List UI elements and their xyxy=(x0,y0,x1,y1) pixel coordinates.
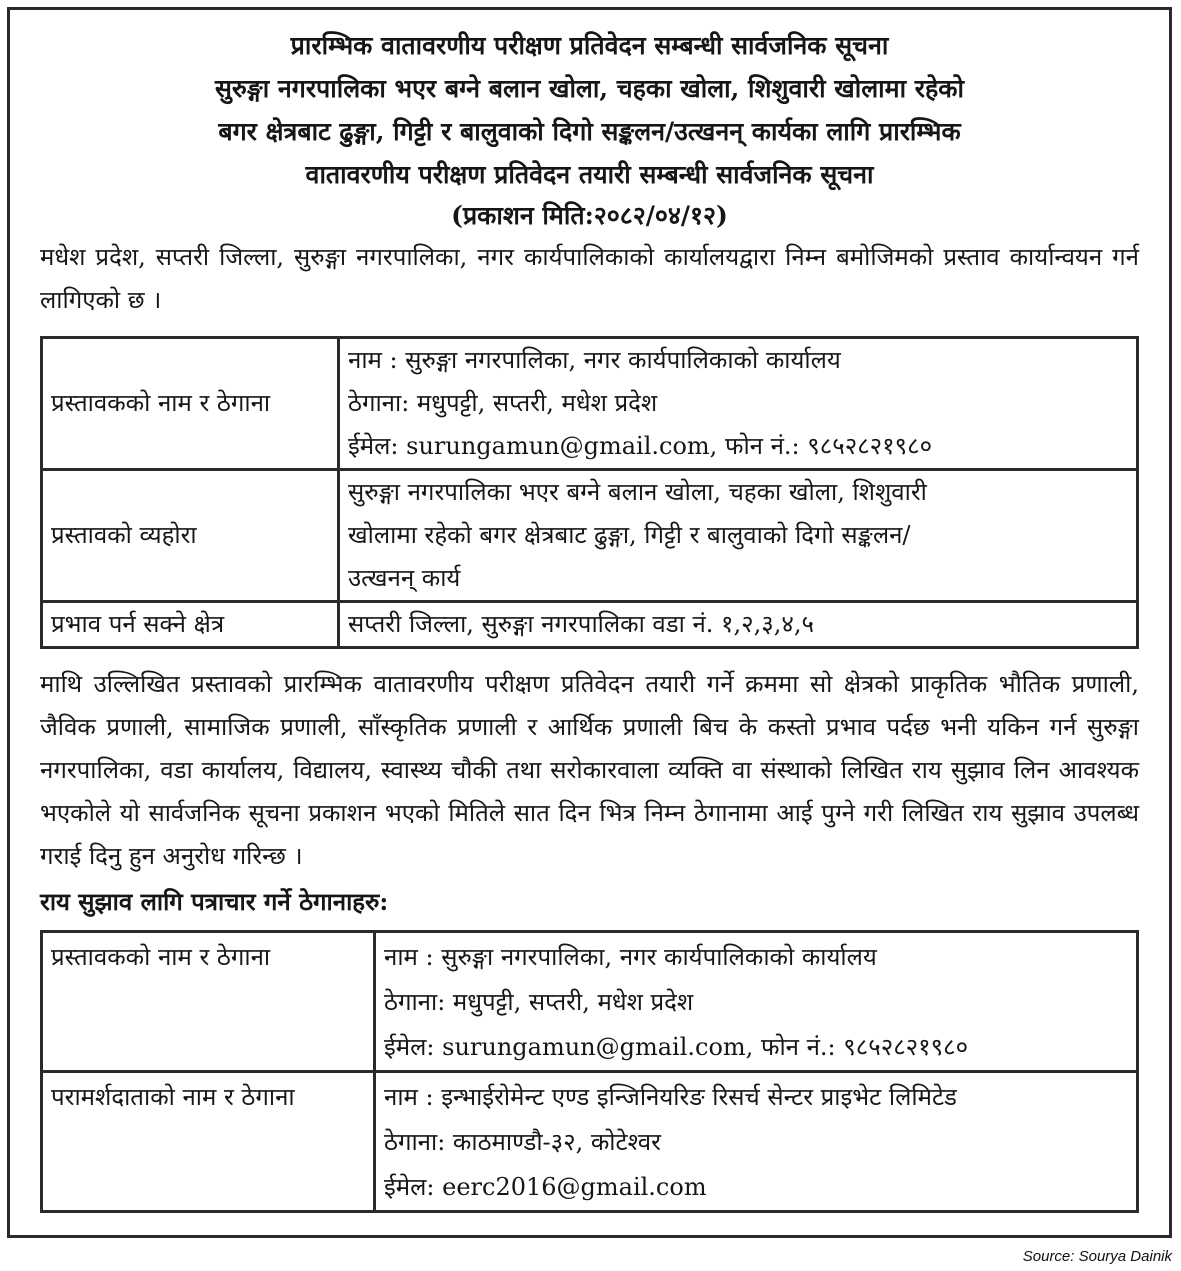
heading-line: बगर क्षेत्रबाट ढुङ्गा, गिट्टी र बालुवाको दिगो सङ्कलन/उत्खनन् कार्यका लागि प्रारम्भिक xyxy=(218,117,961,146)
row-value xyxy=(375,1072,1138,1212)
row-label: प्रभाव पर्न सक्ने क्षेत्र xyxy=(42,602,339,648)
value-line: उत्खनन् कार्य xyxy=(348,564,461,592)
heading-line: वातावरणीय परीक्षण प्रतिवेदन तयारी सम्बन्धी सार्वजनिक सूचना xyxy=(305,160,874,189)
row-label: प्रस्तावकको नाम र ठेगाना xyxy=(42,932,375,1072)
row-value xyxy=(339,338,1138,470)
value-line: ठेगाना: काठमाण्डौ-३२, कोटेश्वर xyxy=(384,1128,661,1156)
value-line: नाम : सुरुङ्गा नगरपालिका, नगर कार्यपालिकाको कार्यालय xyxy=(348,346,841,374)
intro-paragraph: मधेश प्रदेश, सप्तरी जिल्ला, सुरुङ्गा नगरपालिका, नगर कार्यपालिकाको कार्यालयद्वारा निम्न बमोजिमको प्रस्ताव कार्यान्वयन गर्न लागिएको छ । xyxy=(40,243,1139,314)
contact-table xyxy=(40,930,1139,1213)
row-label: प्रस्तावको व्यहोरा xyxy=(42,470,339,602)
value-line: ठेगाना: मधुपट्टी, सप्तरी, मधेश प्रदेश xyxy=(384,988,694,1016)
row-value xyxy=(339,602,1138,648)
contact-heading: राय सुझाव लागि पत्राचार गर्ने ठेगानाहरु: xyxy=(40,887,389,916)
row-value xyxy=(375,932,1138,1072)
value-line: सप्तरी जिल्ला, सुरुङ्गा नगरपालिका वडा नं. १,२,३,४,५ xyxy=(348,610,814,638)
proposal-table xyxy=(40,336,1139,649)
table-row xyxy=(42,602,1138,648)
table-row xyxy=(42,1072,1138,1212)
table-row xyxy=(42,932,1138,1072)
heading-line: सुरुङ्गा नगरपालिका भएर बग्ने बलान खोला, चहका खोला, शिशुवारी खोलामा रहेको xyxy=(215,74,964,103)
value-line: ईमेल: eerc2016@gmail.com xyxy=(384,1173,707,1201)
public-notice xyxy=(7,7,1172,1238)
notice-heading xyxy=(40,24,1139,196)
value-line: ईमेल: surungamun@gmail.com, फोन नं.: ९८५२८२१९८० xyxy=(384,1033,969,1061)
source-credit: Source: Sourya Dainik xyxy=(1022,1248,1172,1265)
row-value xyxy=(339,470,1138,602)
value-line: नाम : इन्भाईरोमेन्ट एण्ड इन्जिनियरिङ रिसर्च सेन्टर प्राइभेट लिमिटेड xyxy=(384,1083,957,1111)
value-line: ईमेल: surungamun@gmail.com, फोन नं.: ९८५२८२१९८० xyxy=(348,432,933,460)
table-row xyxy=(42,338,1138,470)
value-line: खोलामा रहेको बगर क्षेत्रबाट ढुङ्गा, गिट्टी र बालुवाको दिगो सङ्कलन/ xyxy=(348,521,911,549)
body-paragraph: माथि उल्लिखित प्रस्तावको प्रारम्भिक वातावरणीय परीक्षण प्रतिवेदन तयारी गर्ने क्रममा सो क्षेत्रको प्राकृतिक भौतिक प्रणाली, जैविक प्रणाली, सामाजिक प्रणाली, साँस्कृतिक प्रणाली र आर्थिक प्रणाली बिच के कस्तो प्रभाव पर्दछ भनी यकिन गर्न सुरुङ्गा नगरपालिका, वडा कार्यालय, विद्यालय, स्वास्थ्य चौकी तथा सरोकारवाला व्यक्ति वा संस्थाको लिखित राय सुझाव लिन आवश्यक भएकोले यो सार्वजनिक सूचना प्रकाशन भएको मितिले सात दिन भित्र निम्न ठेगानामा आई पुग्ने गरी लिखित राय सुझाव उपलब्ध गराई दिनु हुन अनुरोध गरिन्छ । xyxy=(40,670,1139,870)
heading-line: प्रारम्भिक वातावरणीय परीक्षण प्रतिवेदन सम्बन्धी सार्वजनिक सूचना xyxy=(290,31,889,60)
value-line: नाम : सुरुङ्गा नगरपालिका, नगर कार्यपालिकाको कार्यालय xyxy=(384,943,877,971)
table-row xyxy=(42,470,1138,602)
publication-date: (प्रकाशन मिति:२०८२/०४/१२) xyxy=(451,201,728,230)
value-line: सुरुङ्गा नगरपालिका भएर बग्ने बलान खोला, चहका खोला, शिशुवारी xyxy=(348,478,927,506)
value-line: ठेगाना: मधुपट्टी, सप्तरी, मधेश प्रदेश xyxy=(348,389,658,417)
row-label: परामर्शदाताको नाम र ठेगाना xyxy=(42,1072,375,1212)
row-label: प्रस्तावकको नाम र ठेगाना xyxy=(42,338,339,470)
